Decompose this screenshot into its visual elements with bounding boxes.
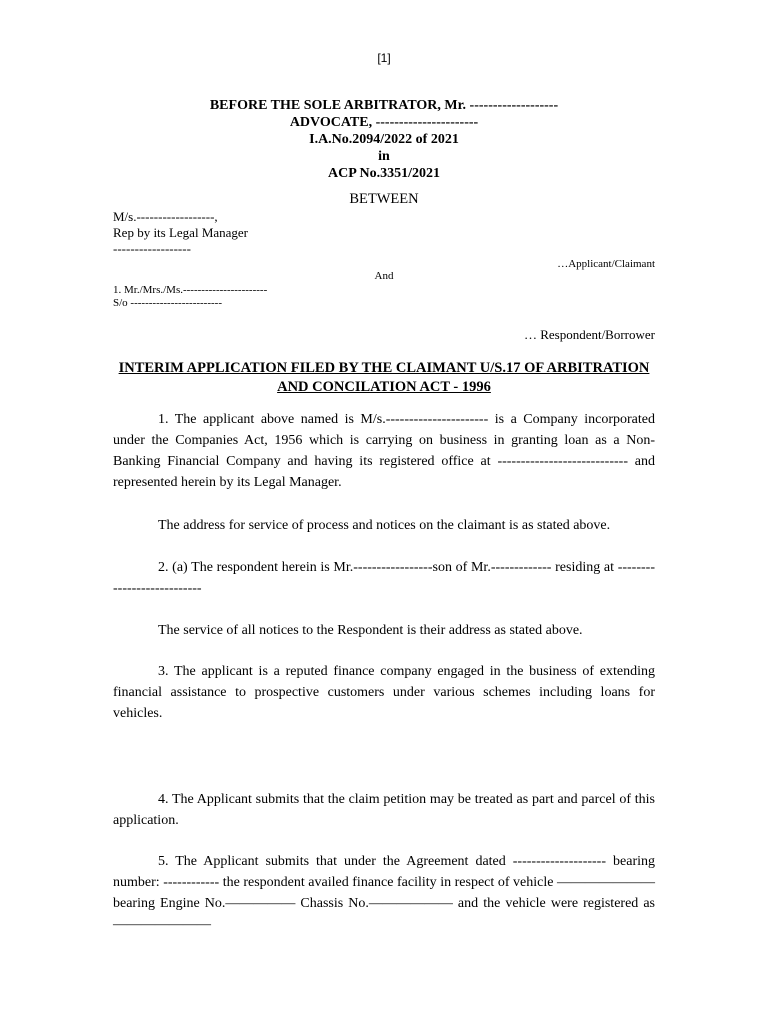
respondent-role: … Respondent/Borrower xyxy=(523,327,655,342)
paragraph-2-service-notices: The service of all notices to the Respondent is their address as stated above. xyxy=(158,623,583,638)
paragraph-2: 2. (a) The respondent herein is Mr.-----------------son of Mr.------------- residing at --------------------------- xyxy=(113,560,655,596)
paragraph-3: 3. The applicant is a reputed finance company engaged in the business of extending financial assistance to prospective customers under various schemes including loans for vehicles. xyxy=(113,664,655,721)
application-title: INTERIM APPLICATION FILED BY THE CLAIMANT U/S.17 OF ARBITRATION AND CONCILATION ACT - 1996 xyxy=(118,360,650,395)
claimant-dashes: ------------------ xyxy=(113,241,191,256)
header-acp-number: ACP No.3351/2021 xyxy=(328,166,440,181)
header-advocate-line: ADVOCATE, ---------------------- xyxy=(289,115,479,130)
paragraph-5: 5. The Applicant submits that under the Agreement dated -------------------- bearing number: ------------ the respondent availed finance facility in respect of vehicle ——————— bearing Engine No.————— Chassis No.—————— and the vehicle were registered as ——————— xyxy=(113,854,655,932)
claimant-name: M/s.------------------, xyxy=(113,209,218,224)
header-in: in xyxy=(378,149,390,164)
paragraph-1: 1. The applicant above named is M/s.---------------------- is a Company incorporated under the Companies Act, 1956 which is carrying on business in granting loan as a Non- Banking Financial Company and having its registered office at ---------------------------- and represented herein by its Legal Manager. xyxy=(113,412,655,490)
respondent-name: 1. Mr./Mrs./Ms.----------------------- xyxy=(113,284,268,296)
claimant-rep: Rep by its Legal Manager xyxy=(113,225,249,240)
claimant-role: …Applicant/Claimant xyxy=(557,258,655,270)
and-label: And xyxy=(374,270,394,282)
between-label: BETWEEN xyxy=(349,191,419,207)
paragraph-1-service-address: The address for service of process and notices on the claimant is as stated above. xyxy=(158,518,611,533)
respondent-so: S/o ------------------------- xyxy=(113,297,223,309)
header-arbitrator-line: BEFORE THE SOLE ARBITRATOR, Mr. ------------------- xyxy=(209,98,559,113)
page-number: [1] xyxy=(377,51,391,65)
paragraph-4: 4. The Applicant submits that the claim petition may be treated as part and parcel of this application. xyxy=(113,792,655,828)
header-ia-number: I.A.No.2094/2022 of 2021 xyxy=(309,132,459,147)
